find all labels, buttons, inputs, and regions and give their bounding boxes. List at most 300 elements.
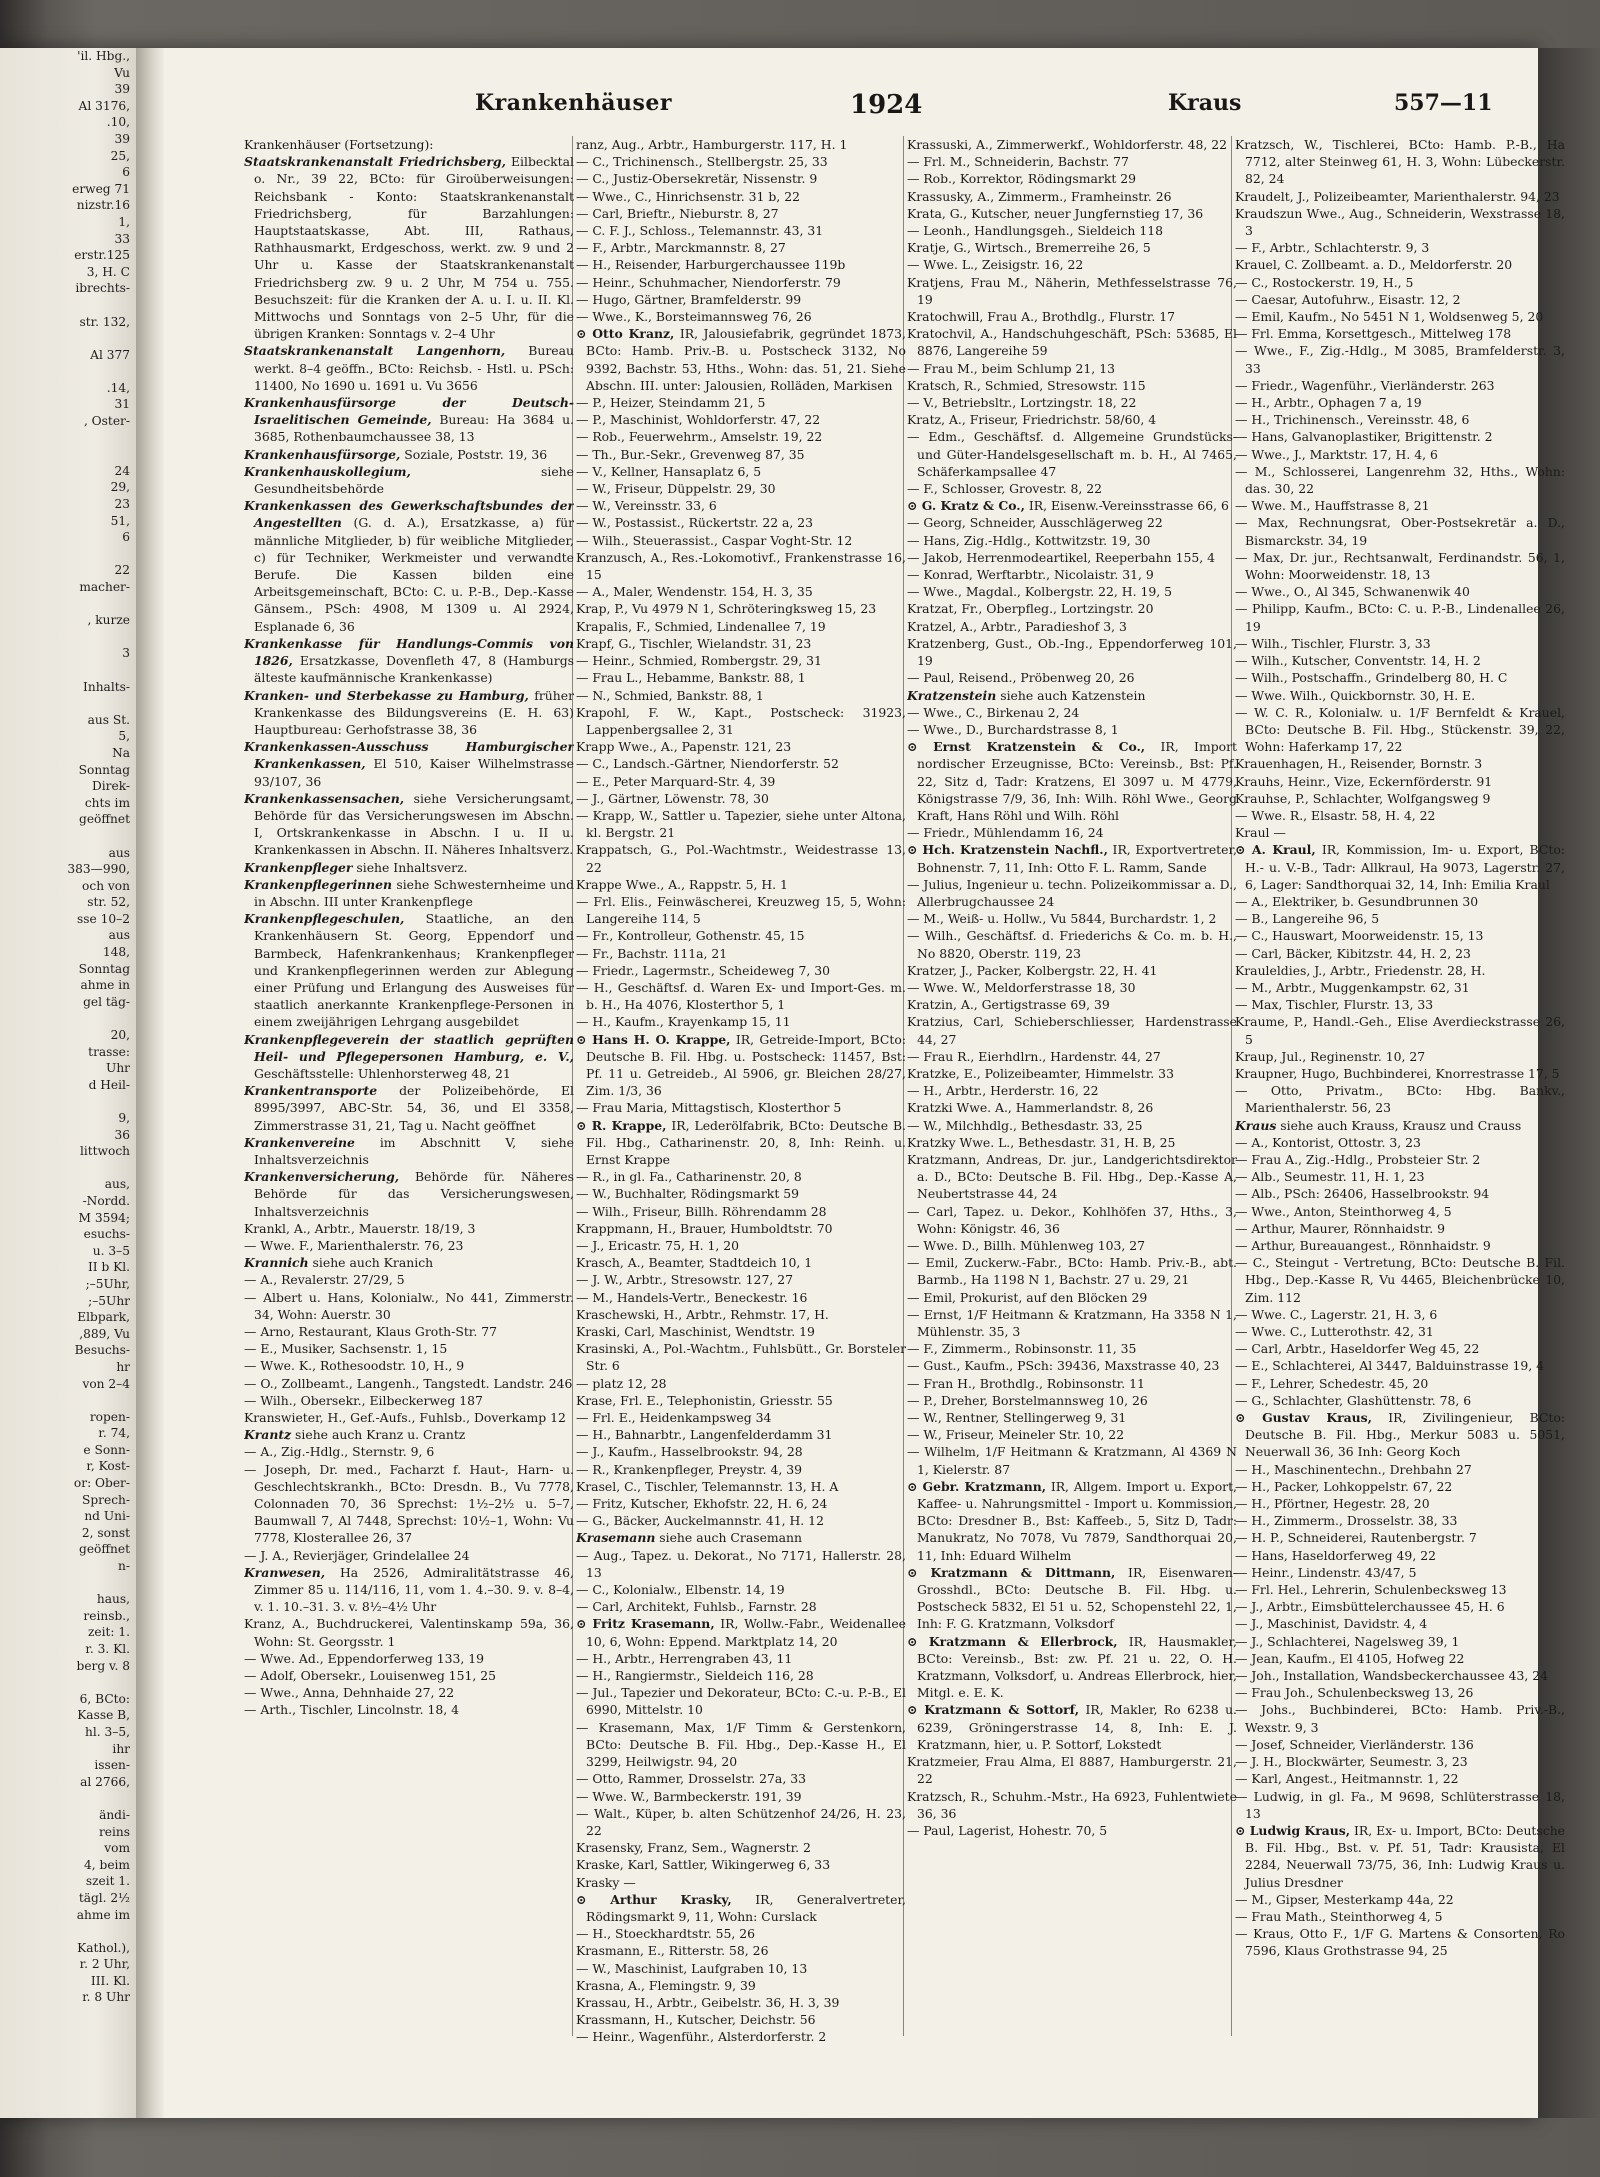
entry-keyword: Otto Kranz, (592, 326, 675, 342)
directory-entry: — G., Schlachter, Glashüttenstr. 78, 6 (1235, 1392, 1472, 1408)
directory-entry: — A., Kontorist, Ottostr. 3, 23 (1235, 1134, 1421, 1150)
directory-entry: — H., Zimmerm., Drosselstr. 38, 33 (1235, 1513, 1458, 1529)
directory-entry: Kratje, G., Wirtsch., Bremerreihe 26, 5 (907, 240, 1151, 256)
strip-line: 383—990, (67, 862, 130, 877)
firm-entry (907, 1478, 1237, 1564)
directory-entry: Kratochwill, Frau A., Brothdlg., Flurstr. 17 (907, 309, 1175, 325)
directory-entry: Kraschewski, H., Arbtr., Rehmstr. 17, H. (576, 1306, 829, 1322)
directory-entry: — Frau A., Zig.-Hdlg., Probsteier Str. 2 (1235, 1151, 1481, 1167)
directory-entry: — Frl. Emma, Korsettgesch., Mittelweg 178 (1235, 326, 1512, 342)
strip-line: 4, beim (84, 1857, 130, 1872)
entry-keyword: Staatskrankenanstalt Friedrichsberg, (244, 154, 506, 170)
directory-entry: — W., Friseur, Meineler Str. 10, 22 (907, 1427, 1125, 1443)
strip-line: 6 (122, 530, 130, 545)
strip-line: r. 74, (98, 1426, 130, 1441)
heading-entry (244, 342, 574, 394)
directory-entry: — Emil, Kaufm., No 5451 N 1, Woldsenweg 5, 20 (1235, 309, 1544, 325)
directory-entry: — Arno, Restaurant, Klaus Groth-Str. 77 (244, 1324, 498, 1340)
strip-line: Inhalts- (83, 679, 130, 694)
strip-line: 9, (118, 1111, 130, 1125)
entry-details: Ersatzkasse, Dovenfleth 47, 8 (Hamburgs älteste kaufmännische Krankenkasse) (254, 653, 574, 686)
strip-line: 3 (122, 646, 130, 661)
directory-entry: — M., Handels-Vertr., Beneckestr. 16 (576, 1289, 808, 1305)
entry-keyword: A. Kraul, (1251, 842, 1316, 858)
directory-entry: Krassuski, A., Zimmerwerkf., Wohldorferstr. 48, 22 (907, 137, 1228, 152)
strip-line: hr (116, 1359, 130, 1374)
directory-entry: — Wwe. Wilh., Quickbornstr. 30, H. E. (1235, 687, 1476, 703)
directory-entry: Krauhs, Heinr., Vize, Eckernförderstr. 91 (1235, 773, 1493, 789)
entry-details: Staatliche, an den Krankenhäusern St. Georg, Eppendorf und Barmbeck, Hafenkrankenhaus; Krankenpfleger und Krankenpflegerinnen werden zur Ablegung einer Prüfung und Erlangung des Ausweises für staatlich anerkannte Krankenpflege-Personen in einem zweijährigen Lehrgang ausgebildet (254, 911, 574, 1030)
directory-entry: — Th., Bur.-Sekr., Grevenweg 87, 35 (576, 446, 805, 462)
entry-details: IR, Exportvertreter, Bohnenstr. 7, 11, Inh: Otto F. L. Ramm, Sande (917, 842, 1237, 875)
directory-entry: Kratzel, A., Arbtr., Paradieshof 3, 3 (907, 618, 1127, 634)
directory-entry: — Friedr., Mühlendamm 16, 24 (907, 825, 1104, 841)
strip-line: haus, (96, 1592, 130, 1607)
entry-details: IR, Kommission, Im- u. Export, BCto: H.- u. V.-B., Tadr: Allkraul, Ha 9073, Lagerstr. 27, 6, Lager: Sandthorquai 32, 14, Inh: Emilia Kraul (1245, 842, 1565, 892)
directory-entry: — Wwe. Ad., Eppendorferweg 133, 19 (244, 1650, 485, 1666)
directory-entry: — Friedr., Lagermstr., Scheideweg 7, 30 (576, 962, 831, 978)
directory-entry: — Wilh., Steuerassist., Caspar Voght-Str. 12 (576, 532, 853, 548)
strip-line: .14, (106, 380, 130, 395)
entry-details: früher Krankenkasse des Bildungsvereins (E. H. 63) Hauptbureau: Gerhofstrasse 38, 36 (254, 687, 574, 737)
heading-entry (244, 876, 574, 910)
firm-entry (576, 325, 906, 394)
directory-entry: — B., Langereihe 96, 5 (1235, 911, 1380, 927)
strip-line: Elbpark, (77, 1310, 130, 1325)
heading-entry (244, 738, 574, 790)
entry-keyword: Krankentransporte (244, 1083, 378, 1099)
entry-keyword: Kraus (1235, 1117, 1277, 1133)
strip-line: r. 2 Uhr, (79, 1957, 130, 1972)
entry-details: Soziale, Poststr. 19, 36 (400, 446, 548, 462)
directory-entry: — J., Ericastr. 75, H. 1, 20 (576, 1238, 740, 1253)
strip-line: Al 3176, (78, 98, 130, 113)
entry-keyword: Krankenkassen des Gewerkschaftsbundes der Angestellten (244, 498, 574, 531)
directory-entry: — Wwe., Magdal., Kolbergstr. 22, H. 19, 5 (907, 584, 1173, 600)
directory-entry: Kranswieter, H., Gef.-Aufs., Fuhlsb., Doverkamp 12 (244, 1410, 566, 1426)
directory-entry: — Wwe., C., Hinrichsenstr. 31 b, 22 (576, 188, 800, 204)
strip-line: str. 52, (87, 895, 130, 910)
entry-details: Behörde für. Näheres Behörde für das Versicherungswesen, Inhaltsverzeichnis (254, 1169, 574, 1219)
directory-entry: Kratzat, Fr., Oberpfleg., Lortzingstr. 20 (907, 601, 1154, 617)
directory-entry: — Carl, Bäcker, Kibitzstr. 44, H. 2, 23 (1235, 945, 1471, 961)
directory-entry: — Wilhelm, 1/F Heitmann & Kratzmann, Al 4369 N 1, Kielerstr. 87 (907, 1444, 1237, 1477)
directory-entry: — F., Schlosser, Grovestr. 8, 22 (907, 481, 1103, 497)
entry-keyword: Ludwig Kraus, (1249, 1822, 1351, 1838)
strip-line: Sonntag (78, 762, 130, 777)
directory-entry: — Carl, Architekt, Fuhlsb., Farnstr. 28 (576, 1599, 817, 1615)
strip-line: ahme in (80, 978, 130, 993)
heading-entry (244, 1426, 574, 1443)
directory-entry: — Ludwig, in gl. Fa., M 9698, Schlüterstrasse 18, 13 (1235, 1788, 1565, 1821)
strip-line: gel täg- (83, 994, 130, 1009)
strip-line (0, 446, 136, 463)
directory-entry: — Caesar, Autofuhrw., Eisastr. 12, 2 (1235, 291, 1461, 307)
directory-entry: — F., Lehrer, Schedestr. 45, 20 (1235, 1375, 1429, 1391)
directory-entry: Krappe Wwe., A., Rappstr. 5, H. 1 (576, 876, 788, 892)
entry-keyword: Krankenpflegeverein der staatlich geprüften Heil- und Pflegepersonen Hamburg, e. V., (244, 1031, 574, 1064)
directory-entry: Kraski, Carl, Maschinist, Wendtstr. 19 (576, 1324, 815, 1340)
directory-entry: — Jakob, Herrenmodeartikel, Reeperbahn 155, 4 (907, 549, 1215, 565)
directory-entry: — Carl, Tapez. u. Dekor., Kohlhöfen 37, Hths., 3, Wohn: Königstr. 46, 36 (907, 1203, 1237, 1236)
directory-entry: — Rob., Feuerwehrm., Amselstr. 19, 22 (576, 429, 823, 445)
directory-entry: Kratzenberg, Gust., Ob.-Ing., Eppendorferweg 101, 19 (907, 635, 1237, 669)
entry-keyword: Gustav Kraus, (1262, 1410, 1372, 1426)
directory-entry: — Carl, Arbtr., Haseldorfer Weg 45, 22 (1235, 1341, 1480, 1357)
directory-entry: — J., Arbtr., Eimsbüttelerchaussee 45, H. 6 (1235, 1599, 1505, 1615)
directory-entry: — Friedr., Wagenführ., Vierländerstr. 263 (1235, 377, 1495, 393)
entry-details: siehe Inhaltsverz. (352, 859, 468, 875)
directory-entry: — Heinr., Schmied, Rombergstr. 29, 31 (576, 653, 822, 669)
directory-entry: — M., Weiß- u. Hollw., Vu 5844, Burchardstr. 1, 2 (907, 911, 1217, 927)
header-page-number: 557—11 (1394, 90, 1493, 116)
directory-entry: — Karl, Angest., Heitmannstr. 1, 22 (1235, 1771, 1459, 1787)
entry-keyword: Krankenhauskollegium, (244, 463, 411, 479)
directory-entry: — platz 12, 28 (576, 1375, 667, 1391)
entry-details: IR, Import nordischer Erzeugnisse, BCto: Vereinsb., Bst: Pf. 22, Sitz d, Tadr: Kratzens, El 3097 u. M 4779, Königstrasse 7/9, 36, Inh: Wilh. Röhl Wwe., Georg Kraft, Hans Röhl und Wilh. Röhl (917, 739, 1237, 823)
directory-entry: — A., Zig.-Hdlg., Sternstr. 9, 6 (244, 1444, 435, 1460)
strip-line: Na (112, 745, 130, 760)
directory-entry: Kratochvil, A., Handschuhgeschäft, PSch: 53685, El 8876, Langereihe 59 (907, 326, 1237, 359)
directory-entry: — A., Maler, Wendenstr. 154, H. 3, 35 (576, 584, 813, 600)
directory-entry: Kratzke, E., Polizeibeamter, Himmelstr. 33 (907, 1065, 1174, 1081)
entry-keyword: Kratzmann & Sottorf, (924, 1702, 1080, 1718)
directory-entry: — Wwe., Anton, Steinthorweg 4, 5 (1235, 1203, 1452, 1219)
directory-entry: — Frau Joh., Schulenbecksweg 13, 26 (1235, 1685, 1474, 1701)
directory-entry: Kraudelt, J., Polizeibeamter, Marienthalerstr. 94, 23 (1235, 188, 1560, 204)
entry-keyword: Krannich (244, 1255, 309, 1271)
strip-line: .10, (106, 115, 130, 130)
directory-entry: — R., in gl. Fa., Catharinenstr. 20, 8 (576, 1169, 802, 1185)
directory-entry: — H., Reisender, Harburgerchaussee 119b (576, 257, 846, 273)
directory-entry: Krapp Wwe., A., Papenstr. 121, 23 (576, 739, 792, 755)
directory-entry: — H., Pförtner, Hegestr. 28, 20 (1235, 1496, 1430, 1512)
directory-entry: — J. H., Blockwärter, Seumestr. 3, 23 (1235, 1754, 1468, 1770)
strip-line: III. Kl. (90, 1973, 130, 1988)
strip-line: 1, (118, 214, 130, 229)
entry-details: Geschäftsstelle: Uhlenhorsterweg 48, 21 (254, 1065, 511, 1081)
directory-entry: — Georg, Schneider, Ausschlägerweg 22 (907, 515, 1163, 531)
directory-entry: Krassusky, A., Zimmerm., Framheinstr. 26 (907, 188, 1172, 204)
entry-details: IR, Ex- u. Import, BCto: Deutsche B. Fil. Hbg., Bst. v. Pf. 51, Tadr: Krausista, El 2284, Neuerwall 73/75, 36, Inh: Ludwig Kraus u. Julius Dresdner (1245, 1822, 1565, 1890)
strip-line (0, 1923, 136, 1940)
strip-line: issen- (94, 1758, 130, 1773)
directory-entry: Krauel, C. Zollbeamt. a. D., Meldorferstr. 20 (1235, 257, 1513, 273)
strip-line: 3, H. C (86, 264, 130, 279)
firm-entry (576, 1031, 906, 1100)
header-section-title: Krankenhäuser (475, 90, 672, 116)
directory-entry: — Fr., Bachstr. 111a, 21 (576, 945, 728, 961)
directory-entry: — Wwe. M., Hauffstrasse 8, 21 (1235, 498, 1430, 514)
directory-entry: — Krapp, W., Sattler u. Tapezier, siehe unter Altona, kl. Bergstr. 21 (576, 807, 906, 841)
heading-entry (244, 790, 574, 859)
directory-entry: — Frau Maria, Mittagstisch, Klosterthor 5 (576, 1100, 842, 1116)
directory-entry: — Fritz, Kutscher, Ekhofstr. 22, H. 6, 24 (576, 1496, 828, 1512)
strip-line (0, 629, 136, 646)
directory-entry: Kratzsch, R., Schuhm.-Mstr., Ha 6923, Fuhlentwiete 36, 36 (907, 1788, 1237, 1821)
directory-entry: — Frau R., Eierhdlrn., Hardenstr. 44, 27 (907, 1048, 1161, 1064)
directory-entry: Krappatsch, G., Pol.-Wachtmstr., Weidestrasse 13, 22 (576, 842, 906, 875)
entry-keyword: Hch. Kratzenstein Nachfl., (922, 842, 1108, 858)
strip-line (0, 1093, 136, 1110)
directory-entry: — Wwe. R., Elsastr. 58, H. 4, 22 (1235, 807, 1436, 823)
strip-line: ;–5Uhr (88, 1293, 130, 1308)
directory-entry: Krasinski, A., Pol.-Wachtm., Fuhlsbütt., Gr. Borsteler Str. 6 (576, 1341, 906, 1374)
strip-line (0, 1575, 136, 1592)
entry-keyword: Fritz Krasemann, (592, 1616, 715, 1632)
firm-entry (576, 1117, 906, 1169)
directory-entry: — F., Arbtr., Marckmannstr. 8, 27 (576, 240, 786, 256)
strip-line: r. 3. Kl. (85, 1642, 130, 1656)
strip-line: geöffnet (79, 812, 130, 827)
strip-line (0, 330, 136, 347)
strip-line: 22 (114, 563, 130, 578)
directory-entry: Krauleldies, J., Arbtr., Friedenstr. 28, H. (1235, 962, 1486, 978)
directory-entry: — H., Kaufm., Krayenkamp 15, 11 (576, 1014, 791, 1030)
entry-details: siehe auch Krauss, Krausz und Crauss (1276, 1117, 1522, 1133)
strip-line: aus (108, 845, 130, 860)
directory-entry: — Arth., Tischler, Lincolnstr. 18, 4 (244, 1702, 460, 1718)
directory-column-1 (244, 136, 574, 2046)
strip-line (0, 662, 136, 679)
entry-keyword: Arthur Krasky, (610, 1891, 732, 1907)
strip-line (0, 1160, 136, 1177)
heading-entry (244, 910, 574, 1030)
strip-line: reinsb., (83, 1608, 130, 1623)
directory-entry: — M., Gipser, Mesterkamp 44a, 22 (1235, 1891, 1454, 1907)
strip-line: Sonntag (78, 961, 130, 976)
entry-details: IR, Allgem. Import u. Export, Kaffee- u. Nahrungsmittel - Import u. Kommission, BCto: Dresdner B., Bst: Kaffeeb., 5, Sitz D, Tadr: Manukratz, No 7078, Vu 7879, Sandthorquai 20, 11, Inh: Eduard Wilhelm (917, 1478, 1237, 1563)
directory-entry: — H., Arbtr., Herrengraben 43, 11 (576, 1650, 793, 1666)
strip-line: Vu (114, 65, 130, 80)
strip-line: u. 3–5 (92, 1243, 130, 1258)
directory-entry: Krasch, A., Beamter, Stadtdeich 10, 1 (576, 1255, 813, 1271)
directory-entry: — Adolf, Obersekr., Louisenweg 151, 25 (244, 1668, 496, 1684)
directory-entry: Krasky — (576, 1874, 636, 1890)
entry-details: El 510, Kaiser Wilhelmstrasse 93/107, 36 (254, 756, 574, 789)
firm-entry (576, 1615, 906, 1649)
directory-entry: — Hans, Haseldorferweg 49, 22 (1235, 1547, 1436, 1563)
strip-line: ibrechts- (75, 281, 130, 296)
directory-entry: — E., Peter Marquard-Str. 4, 39 (576, 773, 776, 789)
entry-keyword: Krankenpflegerinnen (244, 876, 393, 892)
firm-entry (907, 1633, 1237, 1702)
strip-line: 31 (114, 397, 130, 412)
directory-entry: — W., Milchhdlg., Bethesdastr. 33, 25 (907, 1117, 1143, 1133)
strip-line: macher- (79, 580, 130, 594)
entry-details: IR, Zivilingenieur, BCto: Deutsche B. Fil. Hbg., Merkur 5083 u. 5051, Neuerwall 36, 36 Inh: Georg Koch (1245, 1410, 1565, 1460)
firm-entry (907, 1701, 1237, 1753)
directory-entry: Kraudszun Wwe., Aug., Schneiderin, Wexstrasse 18, 3 (1235, 205, 1565, 239)
entry-keyword: Kranwesen, (244, 1564, 326, 1580)
firm-entry (1235, 1409, 1565, 1461)
directory-entry: — J. W., Arbtr., Stresowstr. 127, 27 (576, 1272, 793, 1288)
entry-details: (G. d. A.), Ersatzkasse, a) für männliche Mitglieder, b) für weibliche Mitglieder, c) für Techniker, Werkmeister und verwandte Berufe. Die Kassen bilden eine Arbeitsgemeinschaft, BCto: C. u. P.-B., Dep.-Kasse Gänsem., PSch: 4908, M 1309 u. Al 2924, Esplanade 6, 36 (254, 515, 574, 634)
strip-line: sse 10–2 (77, 911, 130, 926)
directory-entry: — Max, Rechnungsrat, Ober-Postsekretär a. D., Bismarckstr. 34, 19 (1235, 515, 1565, 548)
strip-line: d Heil- (88, 1077, 130, 1092)
strip-line: Direk- (92, 779, 130, 794)
directory-entry: — Julius, Ingenieur u. techn. Polizeikommissar a. D., Allerbrugchaussee 24 (907, 876, 1237, 909)
directory-entry: Krapf, G., Tischler, Wielandstr. 31, 23 (576, 635, 812, 651)
entry-details: IR, Makler, Ro 6238 u. 6239, Gröningerstrasse 14, 8, Inh: E. J. Kratzmann, hier, u. P. Sottorf, Lokstedt (917, 1702, 1237, 1752)
directory-entry: Krapohl, F. W., Kapt., Postscheck: 31923, Lappenbergsallee 2, 31 (576, 704, 906, 737)
directory-entry: — H., Bahnarbtr., Langenfelderdamm 31 (576, 1427, 833, 1443)
strip-line: e Sonn- (83, 1442, 130, 1457)
directory-entry: — Hugo, Gärtner, Bramfelderstr. 99 (576, 291, 802, 307)
entry-details: Bureau: Ha 3684 u. 3685, Rothenbaumchaussee 38, 13 (254, 412, 574, 445)
strip-line: Kasse B, (77, 1708, 130, 1723)
directory-entry: — Wilh., Kutscher, Conventstr. 14, H. 2 (1235, 653, 1481, 669)
directory-entry: — Paul, Reisend., Pröbenweg 20, 26 (907, 670, 1135, 686)
directory-entry: — Jul., Tapezier und Dekorateur, BCto: C.-u. P.-B., El 6990, Mittelstr. 10 (576, 1685, 906, 1718)
directory-entry: — R., Krankenpfleger, Preystr. 4, 39 (576, 1461, 802, 1477)
strip-line: reins (98, 1824, 130, 1839)
directory-entry: — W., Rentner, Stellingerweg 9, 31 (907, 1410, 1127, 1426)
directory-entry: — Emil, Zuckerw.-Fabr., BCto: Hamb. Priv.-B., abt. Barmb., Ha 1198 N 1, Bachstr. 27 u. 29, 21 (907, 1255, 1237, 1288)
strip-line: 36 (114, 1127, 130, 1142)
directory-entry: Kraul — (1235, 825, 1286, 841)
directory-entry: — Leonh., Handlungsgeh., Sieldeich 118 (907, 223, 1163, 239)
directory-entry: — Frl. E., Heidenkampsweg 34 (576, 1410, 772, 1426)
entry-details: IR, Getreide-Import, BCto: Deutsche B. Fil. Hbg. u. Postscheck: 11457, Bst: Pf. 11 u. Getreideb., Al 5906, gr. Bleichen 28/27, Zim. 1/3, 36 (586, 1031, 906, 1099)
entry-details: siehe auch Katzenstein (996, 687, 1146, 703)
directory-entry: Krappmann, H., Brauer, Humboldtstr. 70 (576, 1220, 833, 1236)
directory-entry: — Wilh., Obersekr., Eilbeckerweg 187 (244, 1392, 483, 1408)
directory-entry: Krankenhäuser (Fortsetzung): (244, 137, 434, 152)
directory-entry: — J. A., Revierjäger, Grindelallee 24 (244, 1547, 470, 1563)
directory-entry: — Albert u. Hans, Kolonialw., No 441, Zimmerstr. 34, Wohn: Auerstr. 30 (244, 1289, 574, 1322)
entry-keyword: Kratzenstein (907, 687, 997, 703)
entry-details: IR, Lederölfabrik, BCto: Deutsche B. Fil. Hbg., Catharinenstr. 20, 8, Inh: Reinh. u. Ernst Krappe (586, 1117, 906, 1167)
strip-line: n- (118, 1559, 130, 1574)
heading-entry (244, 1134, 574, 1168)
directory-entry: — H., Geschäftsf. d. Waren Ex- und Import-Ges. m. b. H., Ha 4076, Klosterthor 5, 1 (576, 979, 906, 1013)
strip-line: zeit: 1. (87, 1625, 130, 1640)
strip-line: 39 (114, 82, 130, 97)
directory-entry: Kraup, Jul., Reginenstr. 10, 27 (1235, 1048, 1426, 1064)
strip-line: , kurze (87, 613, 130, 628)
strip-line: 148, (102, 945, 130, 960)
heading-entry (244, 394, 574, 446)
strip-line: 24 (114, 463, 130, 478)
directory-entry: Krap, P., Vu 4979 N 1, Schröteringksweg 15, 23 (576, 601, 877, 617)
directory-entry: — C., Hauswart, Moorweidenstr. 15, 13 (1235, 928, 1484, 944)
directory-entry: — M., Arbtr., Muggenkampstr. 62, 31 (1235, 979, 1470, 995)
directory-entry: Kratz, A., Friseur, Friedrichstr. 58/60, 4 (907, 412, 1157, 428)
directory-entry: Kratzin, A., Gertigstrasse 69, 39 (907, 997, 1110, 1013)
strip-line: 'il. Hbg., (77, 49, 130, 63)
directory-entry: — Krasemann, Max, 1/F Timm & Gerstenkorn, BCto: Deutsche B. Fil. Hbg., Dep.-Kasse H., El 3299, Heilwigstr. 94, 20 (576, 1719, 906, 1770)
directory-entry: — Hans, Galvanoplastiker, Brigittenstr. 2 (1235, 429, 1493, 445)
entry-details: Bureau werkt. 8–4 geöffn., BCto: Reichsb. - Hstl. u. PSch: 11400, No 1690 u. 1691 u. Vu 3656 (254, 343, 574, 393)
page-header (240, 90, 1530, 126)
directory-entry: — Wilh., Friseur, Billh. Röhrendamm 28 (576, 1203, 827, 1219)
strip-line (0, 363, 136, 380)
directory-entry: — Paul, Lagerist, Hohestr. 70, 5 (907, 1822, 1108, 1838)
directory-entry: — Wwe. K., Rothesoodstr. 10, H., 9 (244, 1358, 465, 1374)
directory-entry: — C., Justiz-Obersekretär, Nissenstr. 9 (576, 171, 818, 187)
directory-entry: — Max, Tischler, Flurstr. 13, 33 (1235, 997, 1434, 1013)
heading-entry (244, 446, 574, 463)
directory-entry: Kraupner, Hugo, Buchbinderei, Knorrestrasse 17, 5 (1235, 1065, 1560, 1081)
directory-entry: — C., Landsch.-Gärtner, Niendorferstr. 52 (576, 756, 839, 772)
strip-line (0, 1392, 136, 1409)
strip-line (0, 430, 136, 447)
firm-entry (1235, 1822, 1565, 1891)
directory-entry: — Frl. M., Schneiderin, Bachstr. 77 (907, 154, 1129, 170)
strip-line: 39 (114, 131, 130, 146)
heading-entry (244, 1031, 574, 1083)
directory-entry: — Fr., Kontrolleur, Gothenstr. 45, 15 (576, 928, 805, 944)
entry-details: siehe auch Kranich (308, 1255, 434, 1271)
directory-entry: — Wilh., Tischler, Flurstr. 3, 33 (1235, 635, 1431, 651)
entry-keyword: Krantz (244, 1427, 292, 1443)
strip-line: 2, sonst (81, 1525, 130, 1540)
strip-line: berg v. 8 (76, 1658, 130, 1673)
entry-details: siehe auch Kranz u. Crantz (291, 1427, 466, 1443)
entry-details: IR, Wollw.-Fabr., Weidenallee 10, 6, Wohn: Eppend. Marktplatz 14, 20 (586, 1616, 906, 1649)
strip-line: Al 377 (90, 347, 130, 362)
directory-entry: — Philipp, Kaufm., BCto: C. u. P.-B., Lindenallee 26, 19 (1235, 601, 1565, 634)
entry-details: siehe Versicherungsamt, Behörde für das Versicherungswesen im Abschn. I, Ortskrankenkasse in Abschn. I u. II u. Krankenkassen in Abschn. II. Näheres Inhaltsverz. (254, 790, 574, 858)
strip-line: aus (108, 928, 130, 943)
entry-keyword: Krankenkasse für Handlungs-Commis von 1826, (244, 635, 574, 669)
directory-entry: — Edm., Geschäftsf. d. Allgemeine Grundstücks- und Güter-Handelsgesellschaft m. b. H., Al 7465, Schäferkampsallee 47 (907, 429, 1237, 479)
directory-entry: — W., Buchhalter, Rödingsmarkt 59 (576, 1186, 800, 1202)
entry-keyword: Krankenhausfürsorge der Deutsch-Israelitischen Gemeinde, (244, 395, 574, 428)
directory-entry: Kratsch, R., Schmied, Stresowstr. 115 (907, 377, 1146, 393)
firm-entry (907, 738, 1237, 824)
strip-line: Kathol.), (77, 1940, 130, 1955)
strip-line: str. 132, (79, 314, 130, 329)
directory-entry: — J., Maschinist, Davidstr. 4, 4 (1235, 1616, 1428, 1632)
strip-line: von 2–4 (82, 1376, 130, 1391)
strip-line: Uhr (106, 1061, 130, 1076)
directory-entry: Kratzer, J., Packer, Kolbergstr. 22, H. 41 (907, 962, 1158, 978)
strip-line: r, Kost- (86, 1459, 130, 1474)
strip-line (0, 828, 136, 845)
strip-line: hl. 3–5, (85, 1724, 130, 1739)
strip-line: M 3594; (78, 1210, 130, 1225)
entry-keyword: Krankenvereine (244, 1134, 355, 1150)
strip-line (0, 546, 136, 563)
directory-entry: Krauenhagen, H., Reisender, Bornstr. 3 (1235, 756, 1483, 772)
strip-line (0, 695, 136, 712)
strip-line: -Nordd. (82, 1193, 130, 1208)
directory-entry: — Heinr., Wagenführ., Alsterdorferstr. 2 (576, 2029, 827, 2045)
strip-line: geöffnet (79, 1542, 130, 1557)
entry-keyword: Krankenkassensachen, (244, 790, 405, 806)
directory-entry: — H. P., Schneiderei, Rautenbergstr. 7 (1235, 1530, 1477, 1546)
directory-entry: — Heinr., Schuhmacher, Niendorferstr. 79 (576, 274, 841, 290)
entry-keyword: Staatskrankenanstalt Langenhorn, (244, 343, 506, 359)
strip-line: ihr (112, 1741, 130, 1756)
directory-entry: — O., Zollbeamt., Langenh., Tangstedt. Landstr. 246 (244, 1375, 573, 1391)
directory-entry: — H., Stoeckhardtstr. 55, 26 (576, 1926, 756, 1942)
directory-entry: — Carl, Brieftr., Nieburstr. 8, 27 (576, 205, 779, 221)
strip-line: , Oster- (83, 414, 130, 429)
entry-details: IR, Eisenwaren-Grosshdl., BCto: Deutsche B. Fil. Hbg. u. Postscheck 5832, El 51 u. 52, Schopenstehl 22, 1, Inh: F. G. Kratzmann, Volksdorf (917, 1564, 1237, 1632)
directory-entry: — E., Schlachterei, Al 3447, Balduinstrasse 19, 4 (1235, 1358, 1545, 1374)
directory-entry: — F., Zimmerm., Robinsonstr. 11, 35 (907, 1341, 1137, 1357)
directory-entry: Kratzmeier, Frau Alma, El 8887, Hamburgerstr. 21, 22 (907, 1754, 1237, 1787)
heading-entry (244, 687, 574, 739)
directory-entry: — Frau Math., Steinthorweg 4, 5 (1235, 1908, 1443, 1924)
entry-keyword: R. Krappe, (591, 1117, 667, 1133)
directory-entry: — Emil, Prokurist, auf den Blöcken 29 (907, 1289, 1148, 1305)
firm-entry (907, 1564, 1237, 1633)
